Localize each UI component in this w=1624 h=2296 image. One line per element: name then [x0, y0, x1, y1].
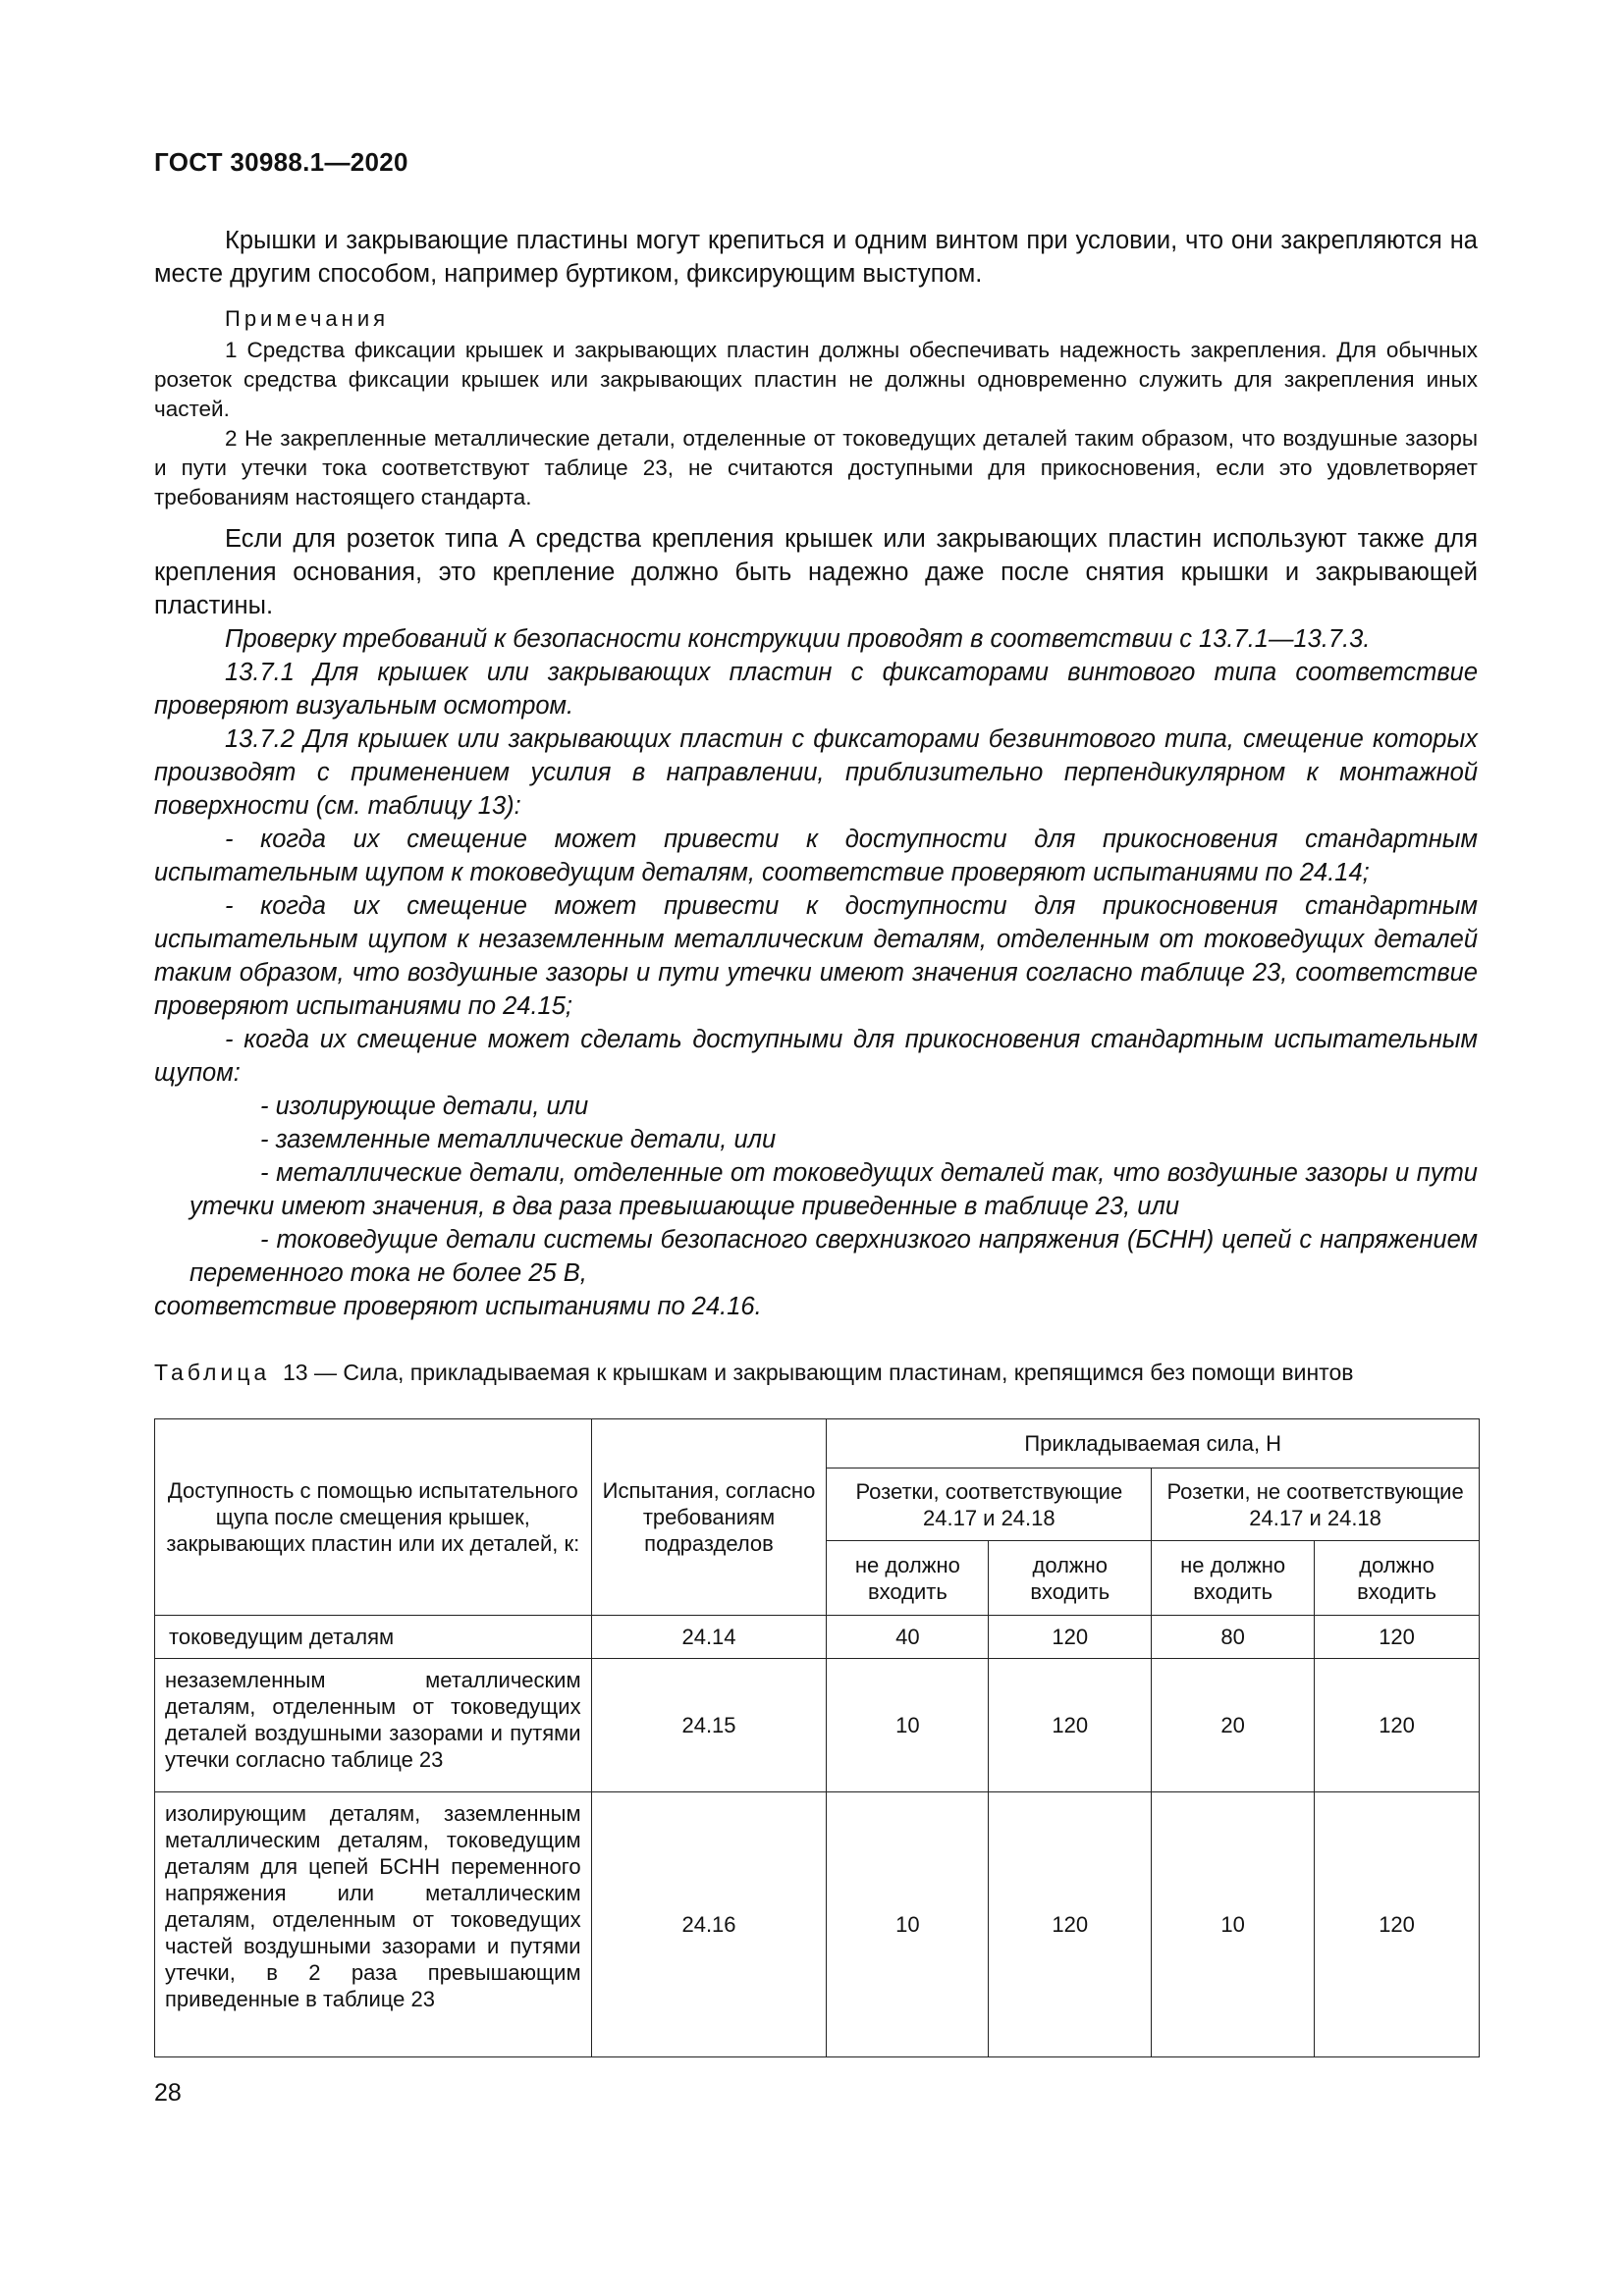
list-item: - когда их смещение может сделать доступными для прикосновения стандартным испытательным щупом:: [154, 1026, 1478, 1087]
note-1: 1 Средства фиксации крышек и закрывающих пластин должны обеспечивать надежность закрепления. Для обычных розеток средства фиксации крышек или закрывающих пластин не должны одновременно служить для закрепления иных частей.: [154, 338, 1478, 421]
table-row: [155, 1616, 1480, 1659]
sub-list-item: - заземленные металлические детали, или: [260, 1126, 777, 1153]
paragraph: соответствие проверяют испытаниями по 24.16.: [154, 1293, 762, 1320]
list-item: - когда их смещение может привести к доступности для прикосновения стандартным испытательным щупом к токоведущим деталям, соответствие проверяют испытаниями по 24.14;: [154, 826, 1478, 886]
table-row: [155, 1792, 1480, 2057]
row-label: незаземленным металлическим деталям, отделенным от токоведущих деталей воздушными зазорами и путями утечки согласно таблице 23: [155, 1659, 592, 1792]
header-applied-force: Прикладываемая сила, Н: [827, 1419, 1480, 1468]
header-must-not-enter: не должно входить: [827, 1541, 989, 1616]
note-2: 2 Не закрепленные металлические детали, отделенные от токоведущих деталей таким образом, что воздушные зазоры и пути утечки тока соответствуют таблице 23, не считаются доступными для прикосновения, если это удовлетворяет требованиям настоящего стандарта.: [154, 426, 1478, 509]
header-must-not-enter: не должно входить: [1152, 1541, 1315, 1616]
row-value: 20: [1152, 1659, 1315, 1792]
row-value: 10: [1152, 1792, 1315, 2057]
notes-title: Примечания: [225, 306, 390, 331]
clause-13-7-2: 13.7.2 Для крышек или закрывающих пластин с фиксаторами безвинтового типа, смещение которых производят с применением усилия в направлении, приблизительно перпендикулярном к монтажной поверхности (см. таблицу 13):: [154, 725, 1478, 820]
row-value: 120: [989, 1659, 1152, 1792]
row-value: 10: [827, 1659, 989, 1792]
row-value: 120: [989, 1792, 1152, 2057]
body-text: [154, 224, 1478, 1323]
table-caption-text: 13 — Сила, прикладываемая к крышкам и закрывающим пластинам, крепящимся без помощи винтов: [282, 1360, 1354, 1385]
header-accessibility: Доступность с помощью испытательного щупа после смещения крышек, закрывающих пластин или их деталей, к:: [155, 1419, 592, 1616]
paragraph: Крышки и закрывающие пластины могут крепиться и одним винтом при условии, что они закрепляются на месте другим способом, например буртиком, фиксирующим выступом.: [154, 227, 1478, 288]
row-test: 24.15: [591, 1659, 827, 1792]
row-value: 120: [1315, 1616, 1480, 1659]
force-table: [154, 1418, 1480, 2057]
paragraph: Проверку требований к безопасности конструкции проводят в соответствии с 13.7.1—13.7.3.: [225, 625, 1371, 653]
document-header: ГОСТ 30988.1—2020: [154, 147, 408, 177]
row-value: 120: [1315, 1659, 1480, 1792]
table-caption-label: Таблица: [154, 1360, 271, 1385]
header-must-enter: должно входить: [989, 1541, 1152, 1616]
page-number: 28: [154, 2079, 182, 2107]
row-label: изолирующим деталям, заземленным металлическим деталям, токоведущим деталям для цепей БСНН переменного напряжения или металлическим деталям, отделенным от токоведущих частей воздушными зазорами и путями утечки, в 2 раза превышающим приведенные в таблице 23: [155, 1792, 592, 2057]
paragraph: Если для розеток типа А средства крепления крышек или закрывающих пластин используют также для крепления основания, это крепление должно быть надежно даже после снятия крышки и закрывающей пластины.: [154, 525, 1478, 619]
row-test: 24.16: [591, 1792, 827, 2057]
row-value: 10: [827, 1792, 989, 2057]
sub-list-item: - изолирующие детали, или: [260, 1093, 589, 1120]
row-value: 40: [827, 1616, 989, 1659]
table-row: [155, 1659, 1480, 1792]
header-group-noncompliant: Розетки, не соответствующие 24.17 и 24.18: [1152, 1468, 1480, 1541]
table-caption: [154, 1360, 1353, 1386]
sub-list-item: - металлические детали, отделенные от токоведущих деталей так, что воздушные зазоры и пути утечки имеют значения, в два раза превышающие приведенные в таблице 23, или: [189, 1159, 1478, 1220]
clause-13-7-1: 13.7.1 Для крышек или закрывающих пластин с фиксаторами винтового типа соответствие проверяют визуальным осмотром.: [154, 659, 1478, 720]
sub-list-item: - токоведущие детали системы безопасного сверхнизкого напряжения (БСНН) цепей с напряжением переменного тока не более 25 В,: [189, 1226, 1478, 1287]
table-header-row: [155, 1419, 1480, 1468]
header-tests: Испытания, согласно требованиям подразделов: [591, 1419, 827, 1616]
header-must-enter: должно входить: [1315, 1541, 1480, 1616]
row-value: 120: [1315, 1792, 1480, 2057]
row-value: 80: [1152, 1616, 1315, 1659]
row-label: токоведущим деталям: [155, 1616, 592, 1659]
row-test: 24.14: [591, 1616, 827, 1659]
list-item: - когда их смещение может привести к доступности для прикосновения стандартным испытательным щупом к незаземленным металлическим деталям, отделенным от токоведущих деталей таким образом, что воздушные зазоры и пути утечки имеют значения согласно таблице 23, соответствие проверяют испытаниями по 24.15;: [154, 892, 1478, 1020]
row-value: 120: [989, 1616, 1152, 1659]
header-group-compliant: Розетки, соответствующие 24.17 и 24.18: [827, 1468, 1152, 1541]
